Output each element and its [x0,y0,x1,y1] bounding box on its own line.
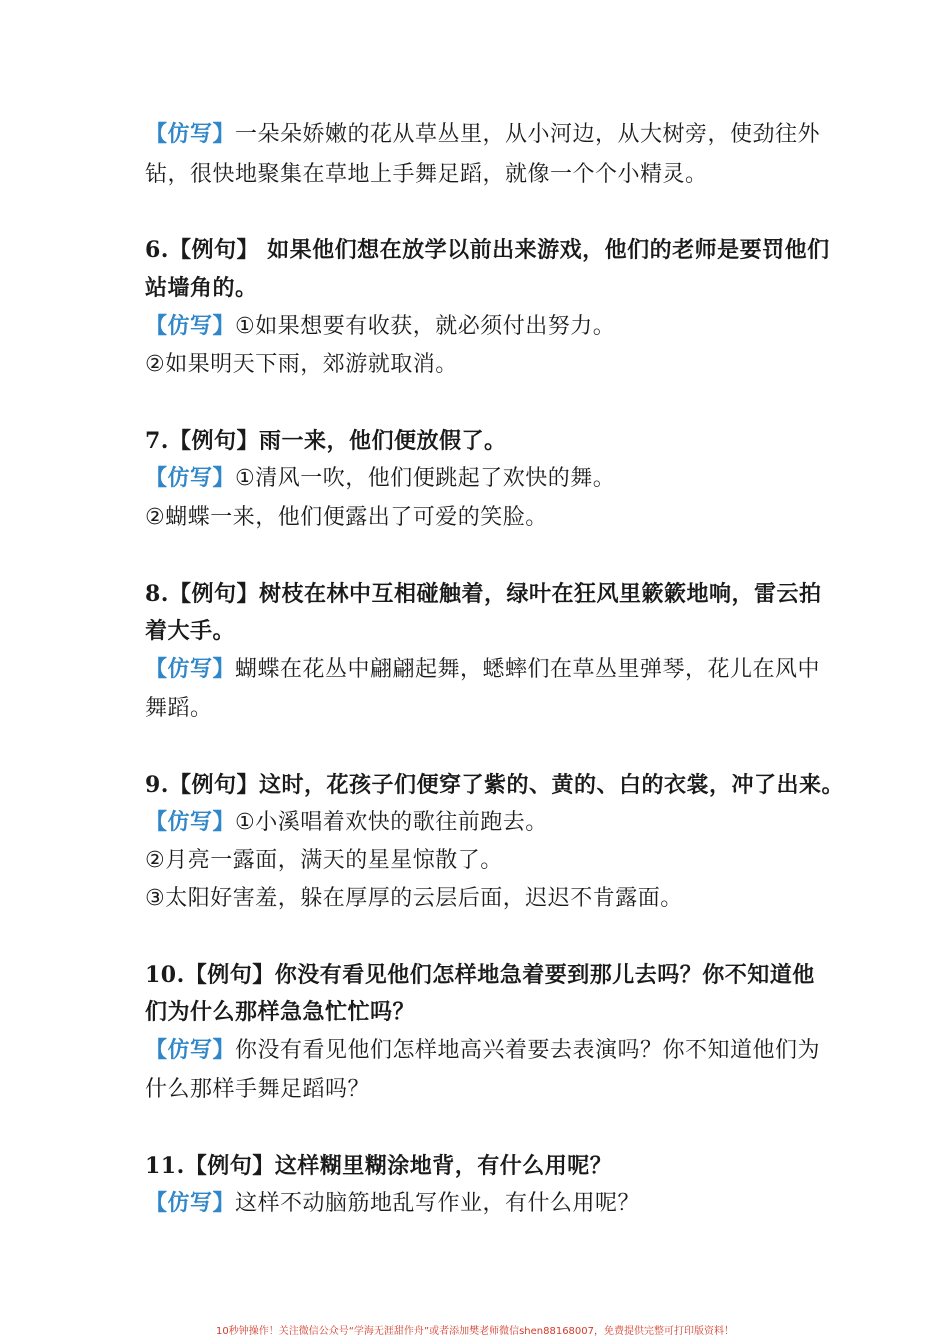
fangxie-line [145,694,213,724]
fangxie-tag: 【仿写】 [145,1191,236,1216]
fangxie-text: ①小溪唱着欢快的歌往前跑去。 [235,810,548,835]
fangxie-text: 你没有看见他们怎样地高兴着要去表演吗？你不知道他们为 [235,1038,821,1063]
fangxie-line [145,655,820,685]
liju-text: 站墙角的。 [145,276,258,301]
fangxie-tag: 【仿写】 [145,122,236,147]
liju-text: 们为什么那样急急忙忙吗？ [145,1000,416,1025]
liju-text: 这时，花孩子们便穿了紫的、黄的、白的衣裳，冲了出来。 [258,773,844,798]
liju-tag: 【例句】 [168,582,259,607]
liju-text: 如果他们想在放学以前出来游戏，他们的老师是要罚他们 [258,238,830,263]
liju-text: 树枝在林中互相碰触着，绿叶在狂风里簌簌地响，雷云拍 [258,582,822,607]
liju-line [145,579,822,610]
liju-tag: 【例句】 [168,238,259,263]
liju-text: 着大手。 [145,619,236,644]
liju-tag: 【例句】 [184,963,275,988]
fangxie-text: ③太阳好害羞，躲在厚厚的云层后面，迟迟不肯露面。 [145,886,683,911]
fangxie-text: 这样不动脑筋地乱写作业，有什么用呢？ [235,1191,641,1216]
liju-text: 这样糊里糊涂地背，有什么用呢？ [274,1154,613,1179]
liju-line [145,998,415,1028]
fangxie-text: ②月亮一露面，满天的星星惊散了。 [145,848,503,873]
fangxie-line [145,1189,640,1219]
liju-line [145,770,844,801]
fangxie-line [145,1075,370,1105]
item-number: 7. [145,428,169,454]
liju-tag: 【例句】 [168,429,259,454]
fangxie-text: 蝴蝶在花丛中翩翩起舞，蟋蟀们在草丛里弹琴，花儿在风中 [235,657,821,682]
fangxie-line [145,120,820,150]
fangxie-text: ②蝴蝶一来，他们便露出了可爱的笑脸。 [145,505,548,530]
fangxie-line [145,503,548,533]
liju-line [145,426,507,457]
fangxie-line [145,312,615,342]
fangxie-line [145,846,503,876]
liju-tag: 【例句】 [184,1154,275,1179]
fangxie-line [145,1036,820,1066]
item-number: 8. [145,581,169,607]
fangxie-line [145,464,615,494]
fangxie-text: 舞蹈。 [145,696,213,721]
fangxie-text: 什么那样手舞足蹈吗？ [145,1077,371,1102]
fangxie-line [145,884,683,914]
liju-tag: 【例句】 [168,773,259,798]
liju-line [145,274,258,304]
liju-line [145,960,815,991]
item-number: 6. [145,237,169,263]
fangxie-tag: 【仿写】 [145,810,236,835]
liju-line [145,1151,612,1182]
fangxie-text: ①如果想要有收获，就必须付出努力。 [235,314,616,339]
liju-text: 雨一来，他们便放假了。 [258,429,507,454]
item-number: 10. [145,962,185,988]
footer-promo-text: 10秒钟操作！关注微信公众号“学海无涯甜作舟”或者添加樊老师微信shen88168007，免费提供完整可打印版资料！ [215,1326,735,1337]
fangxie-tag: 【仿写】 [145,314,236,339]
item-number: 11. [145,1153,185,1179]
liju-line [145,235,830,266]
fangxie-text: ①清风一吹，他们便跳起了欢快的舞。 [235,466,616,491]
fangxie-tag: 【仿写】 [145,1038,236,1063]
fangxie-text: 钻，很快地聚集在草地上手舞足蹈，就像一个个小精灵。 [145,162,708,187]
fangxie-line [145,808,548,838]
fangxie-text: ②如果明天下雨，郊游就取消。 [145,352,458,377]
liju-text: 你没有看见他们怎样地急着要到那儿去吗？你不知道他 [274,963,815,988]
liju-line [145,617,235,647]
fangxie-tag: 【仿写】 [145,466,236,491]
fangxie-line [145,160,708,190]
fangxie-line [145,350,458,380]
fangxie-tag: 【仿写】 [145,657,236,682]
fangxie-text: 一朵朵娇嫩的花从草丛里，从小河边，从大树旁，使劲往外 [235,122,821,147]
item-number: 9. [145,772,169,798]
